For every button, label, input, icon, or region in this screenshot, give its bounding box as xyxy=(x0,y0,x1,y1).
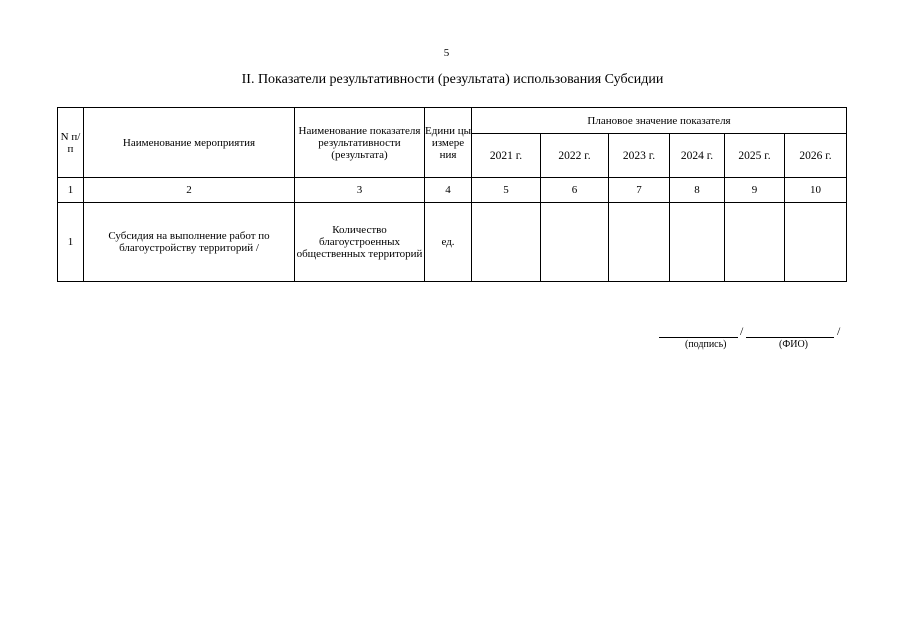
header-year: 2025 г. xyxy=(725,134,785,178)
page-number: 5 xyxy=(443,47,450,59)
header-year: 2021 г. xyxy=(472,134,541,178)
row-value-cell xyxy=(785,203,847,282)
name-line xyxy=(746,337,834,338)
header-year: 2022 г. xyxy=(541,134,609,178)
row-indicator-name: Количество благоустроенных общественных территорий xyxy=(295,203,425,282)
header-year: 2026 г. xyxy=(785,134,847,178)
row-value-cell xyxy=(609,203,670,282)
column-number: 1 xyxy=(58,178,84,203)
header-row xyxy=(58,108,847,134)
row-event-name: Субсидия на выполнение работ по благоустройству территорий / xyxy=(84,203,295,282)
column-number: 6 xyxy=(541,178,609,203)
row-number: 1 xyxy=(58,203,84,282)
column-number: 8 xyxy=(670,178,725,203)
header-year: 2024 г. xyxy=(670,134,725,178)
row-value-cell xyxy=(725,203,785,282)
column-number: 2 xyxy=(84,178,295,203)
column-numbers-row xyxy=(58,178,847,203)
column-number: 5 xyxy=(472,178,541,203)
row-value-cell xyxy=(670,203,725,282)
row-value-cell xyxy=(472,203,541,282)
column-number: 4 xyxy=(425,178,472,203)
signature-separator: / xyxy=(740,324,744,338)
header-indicator-name: Наименование показателя результативности (результата) xyxy=(295,108,425,178)
header-event-name: Наименование мероприятия xyxy=(84,108,295,178)
table-row xyxy=(58,203,847,282)
name-caption: (ФИО) xyxy=(779,339,809,350)
row-unit: ед. xyxy=(425,203,472,282)
column-number: 9 xyxy=(725,178,785,203)
name-separator: / xyxy=(837,324,841,338)
column-number: 10 xyxy=(785,178,847,203)
indicators-table xyxy=(57,107,847,282)
section-title: II. Показатели результативности (результата) использования Субсидии xyxy=(241,72,664,87)
header-unit: Едини цы измере ния xyxy=(425,108,472,178)
header-year: 2023 г. xyxy=(609,134,670,178)
header-number: N п/п xyxy=(58,108,84,178)
column-number: 7 xyxy=(609,178,670,203)
signature-block xyxy=(657,322,847,362)
signature-caption: (подпись) xyxy=(685,339,727,350)
signature-line xyxy=(659,337,738,338)
row-value-cell xyxy=(541,203,609,282)
header-planned-value: Плановое значение показателя xyxy=(472,108,847,134)
column-number: 3 xyxy=(295,178,425,203)
